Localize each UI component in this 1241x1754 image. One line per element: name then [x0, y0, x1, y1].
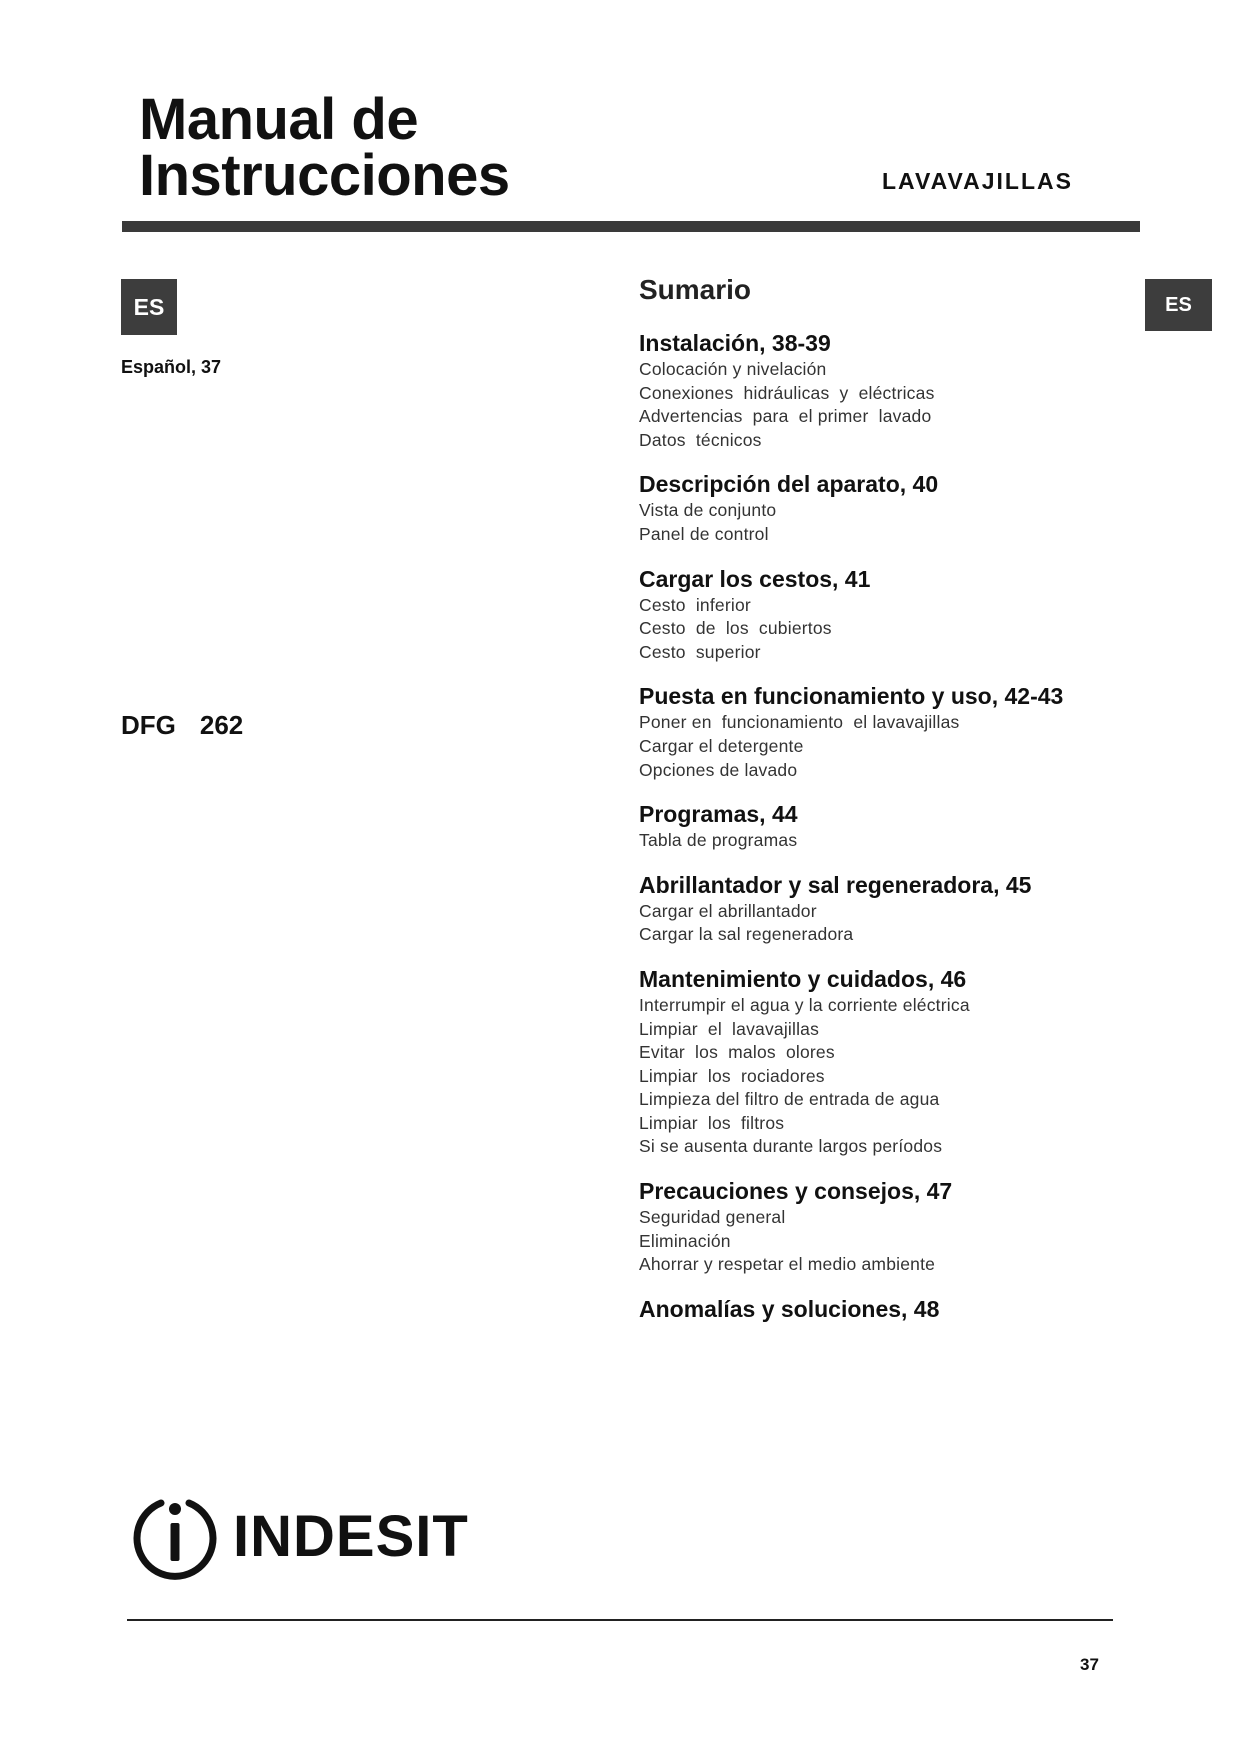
brand-name: INDESIT [233, 1504, 469, 1569]
toc-item: Interrumpir el agua y la corriente eléctrica [639, 994, 970, 1015]
toc-section [639, 564, 1199, 665]
toc-item: Cargar el abrillantador [639, 900, 817, 921]
toc-item: Eliminación [639, 1230, 731, 1251]
toc-section [639, 469, 1199, 546]
toc-item: Limpiar los rociadores [639, 1065, 825, 1086]
title-line-1: Manual de [139, 87, 419, 152]
toc-section [639, 681, 1199, 782]
toc-section-title: Mantenimiento y cuidados, 46 [639, 965, 967, 992]
toc-item: Cesto inferior [639, 594, 751, 615]
toc-item: Seguridad general [639, 1207, 786, 1228]
toc-item: Advertencias para el primer lavado [639, 406, 932, 427]
toc-sections [639, 328, 1199, 1324]
toc-item: Cesto de los cubiertos [639, 618, 832, 639]
toc-section-title: Puesta en funcionamiento y uso, 42-43 [639, 683, 1064, 710]
language-badge: ES [121, 279, 177, 335]
header-divider [122, 221, 1140, 232]
toc-heading: Sumario [639, 274, 752, 305]
manual-title [139, 87, 510, 208]
page-number: 37 [1080, 1655, 1099, 1674]
model-code: 262 [199, 710, 244, 740]
indesit-logo-icon [131, 1493, 219, 1581]
title-line-2: Instrucciones [139, 143, 510, 208]
toc-item: Limpieza del filtro de entrada de agua [639, 1089, 940, 1110]
toc-section [639, 1176, 1199, 1277]
toc-section-title: Anomalías y soluciones, 48 [639, 1295, 940, 1322]
footer-divider [127, 1619, 1113, 1621]
toc-section [639, 870, 1199, 947]
toc-item: Limpiar los filtros [639, 1112, 785, 1133]
toc-item: Ahorrar y respetar el medio ambiente [639, 1254, 936, 1275]
table-of-contents [639, 274, 1199, 1341]
product-type: LAVAVAJILLAS [882, 168, 1073, 194]
toc-section [639, 799, 1199, 853]
toc-section-title: Instalación, 38-39 [639, 330, 831, 356]
toc-item: Limpiar el lavavajillas [639, 1018, 820, 1039]
toc-item: Cargar la sal regeneradora [639, 924, 854, 945]
toc-item: Cargar el detergente [639, 735, 804, 756]
toc-section-title: Cargar los cestos, 41 [639, 565, 871, 592]
toc-item: Cesto superior [639, 641, 761, 662]
toc-item: Si se ausenta durante largos períodos [639, 1136, 943, 1157]
toc-section [639, 964, 1199, 1159]
toc-section [639, 1294, 1199, 1324]
toc-item: Opciones de lavado [639, 759, 798, 780]
toc-item: Vista de conjunto [639, 500, 777, 521]
language-page-reference: Español, 37 [121, 357, 222, 377]
model-prefix: DFG [121, 710, 176, 740]
toc-item: Panel de control [639, 523, 769, 544]
brand-logo [131, 1493, 469, 1581]
toc-section-title: Precauciones y consejos, 47 [639, 1178, 953, 1205]
language-tab: ES [1145, 279, 1212, 331]
toc-section-title: Programas, 44 [639, 801, 798, 828]
toc-section [639, 328, 1199, 452]
toc-section-title: Abrillantador y sal regeneradora, 45 [639, 871, 1032, 898]
model-number [121, 710, 243, 741]
toc-item: Evitar los malos olores [639, 1042, 835, 1063]
toc-section-title: Descripción del aparato, 40 [639, 471, 939, 498]
toc-item: Conexiones hidráulicas y eléctricas [639, 382, 935, 403]
toc-item: Colocación y nivelación [639, 359, 827, 379]
toc-item: Poner en funcionamiento el lavavajillas [639, 712, 960, 733]
toc-item: Datos técnicos [639, 429, 762, 450]
toc-item: Tabla de programas [639, 830, 798, 851]
